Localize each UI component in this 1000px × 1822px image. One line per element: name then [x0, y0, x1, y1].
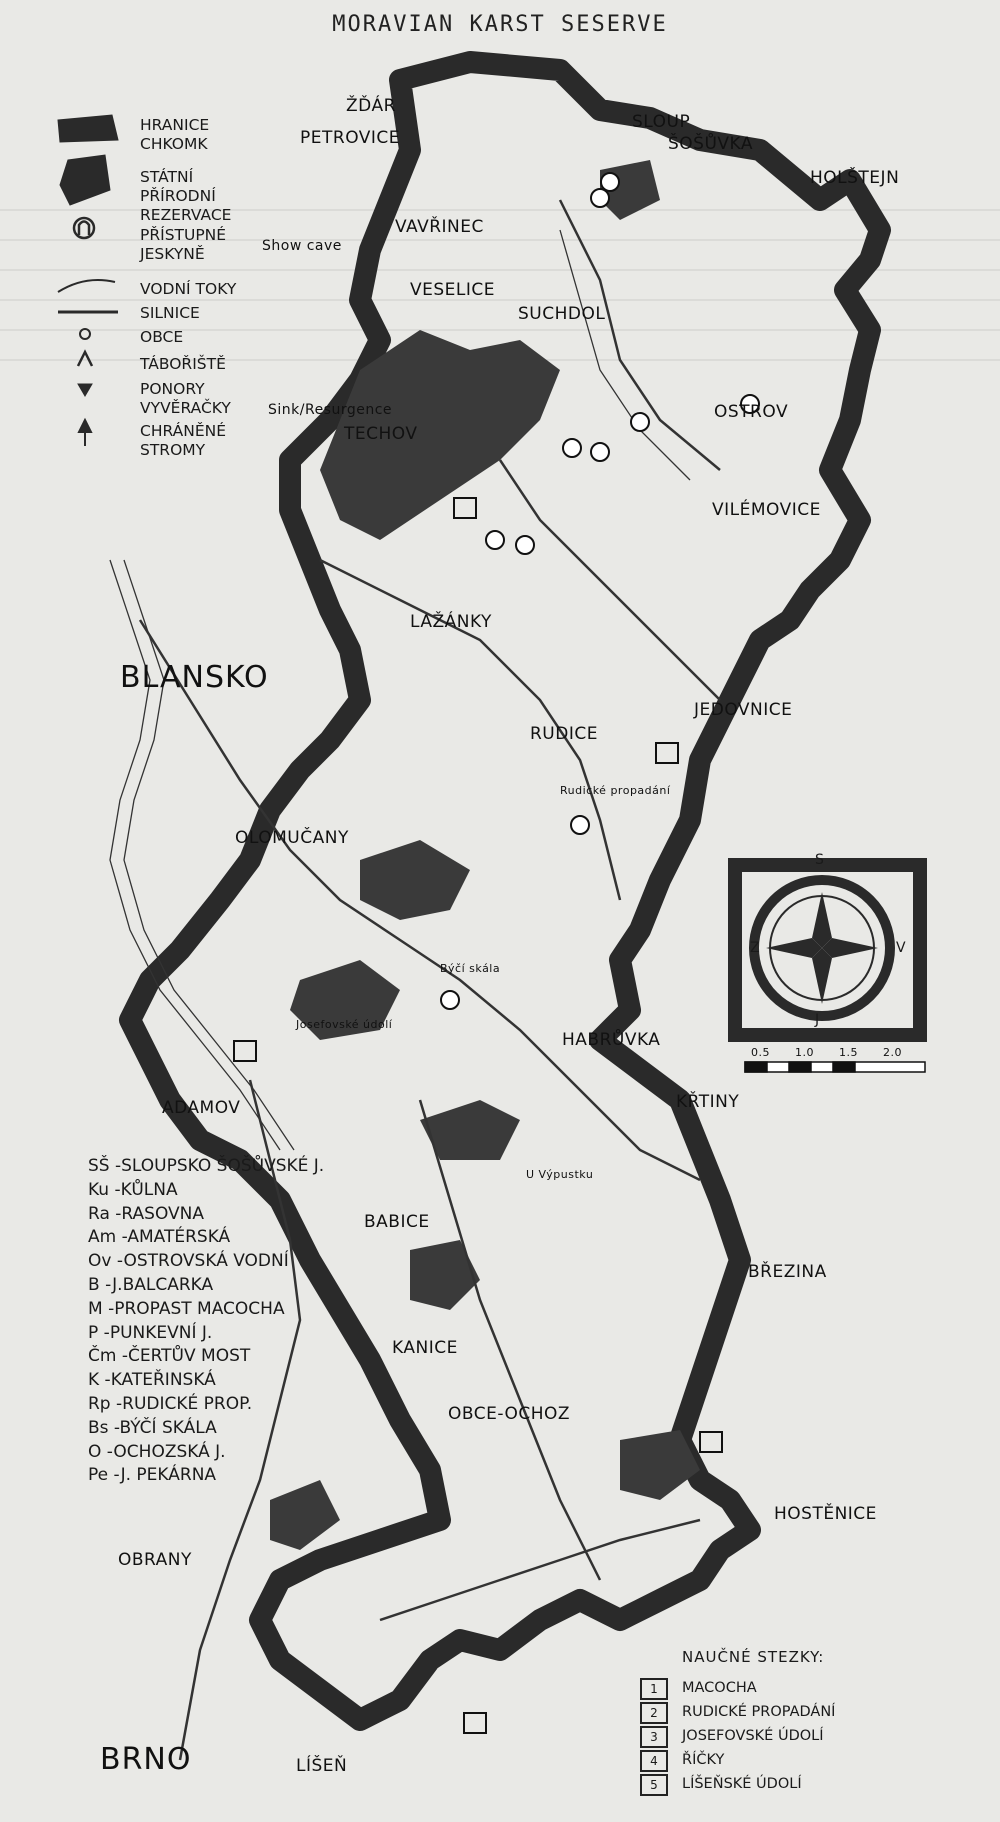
scale-bar: [745, 1062, 925, 1072]
place-zdar: ŽĎÁR: [346, 96, 396, 116]
trail-number: 3: [640, 1726, 668, 1748]
cave-item: O -OCHOZSKÁ J.: [88, 1441, 226, 1462]
cave-item: SŠ -SLOUPSKO ŠOŠŮVSKÉ J.: [88, 1156, 325, 1176]
place-habruvka: HABRŮVKA: [562, 1030, 661, 1050]
place-krtiny: KŘTINY: [676, 1092, 740, 1112]
trails-heading: NAUČNÉ STEZKY:: [682, 1648, 825, 1666]
place-rudicke-propadani: Rudické propadání: [560, 784, 671, 797]
scale-tick-3: 1.5: [839, 1046, 858, 1059]
legend-villages: OBCE: [140, 328, 184, 346]
legend-roads: SILNICE: [140, 304, 200, 322]
sink-annotation: Sink/Resurgence: [268, 402, 393, 418]
place-adamov: ADAMOV: [162, 1098, 241, 1118]
legend-rivers: VODNÍ TOKY: [140, 280, 237, 298]
scale-tick-2: 1.0: [795, 1046, 814, 1059]
compass-east: V: [896, 940, 906, 956]
sink-icon: [78, 384, 92, 396]
legend-caves: PŘÍSTUPNÉ JESKYNĚ: [140, 226, 227, 263]
compass-south: J: [815, 1012, 820, 1028]
compass-rose: [735, 865, 920, 1035]
place-brno: BRNO: [100, 1742, 192, 1777]
legend-trees: CHRÁNĚNÉ STROMY: [140, 422, 226, 459]
place-holstejn: HOLŠTEJN: [810, 168, 900, 188]
river-icon: [58, 280, 115, 292]
cave-item: Rp -RUDICKÉ PROP.: [88, 1393, 253, 1414]
compass-north: S: [815, 852, 824, 868]
tree-icon: [79, 420, 91, 446]
cave-item: Am -AMATÉRSKÁ: [88, 1227, 231, 1248]
legend-reserve: STÁTNÍ PŘÍRODNÍ REZERVACE: [140, 168, 232, 224]
place-rudice: RUDICE: [530, 724, 598, 744]
camp-icon: [78, 352, 92, 366]
place-vilemovice: VILÉMOVICE: [712, 500, 821, 520]
cave-item: Ov -OSTROVSKÁ VODNÍ: [88, 1251, 289, 1272]
map-title: MORAVIAN KARST SESERVE: [332, 12, 668, 37]
trail-number: 5: [640, 1774, 668, 1796]
place-obrany: OBRANY: [118, 1550, 192, 1570]
trail-number: 1: [640, 1678, 668, 1700]
place-josefovske: Josefovské údolí: [296, 1018, 393, 1031]
place-kanice: KANICE: [392, 1338, 458, 1358]
village-icon: [80, 329, 90, 339]
show-cave-annotation: Show cave: [262, 238, 342, 254]
place-hostenice: HOSTĚNICE: [774, 1504, 877, 1524]
cave-item: B -J.BALCARKA: [88, 1274, 214, 1295]
place-sloup: SLOUP: [632, 112, 691, 132]
place-vavrinec: VAVŘINEC: [395, 217, 484, 237]
place-lazanky: LAŽÁNKY: [410, 612, 492, 632]
trail-item: 2 RUDICKÉ PROPADÁNÍ: [640, 1700, 835, 1724]
cave-item: Pe -J. PEKÁRNA: [88, 1465, 217, 1486]
compass-west: Z: [750, 940, 760, 956]
cave-item: Ku -KŮLNA: [88, 1179, 178, 1200]
place-babice: BABICE: [364, 1212, 430, 1232]
place-byci-skala: Býčí skála: [440, 962, 501, 975]
cave-item: K -KATEŘINSKÁ: [88, 1370, 216, 1391]
trail-number: 2: [640, 1702, 668, 1724]
trail-item: 4 ŘÍČKY: [640, 1748, 835, 1772]
cave-item: Ra -RASOVNA: [88, 1203, 205, 1224]
place-ostrov: OSTROV: [714, 402, 789, 422]
place-sosuvka: ŠOŠŮVKA: [668, 134, 754, 154]
trail-number: 4: [640, 1750, 668, 1772]
cave-abbreviation-list: [88, 1155, 324, 1488]
border-band-icon: [58, 115, 118, 142]
place-techov: TECHOV: [344, 424, 418, 444]
place-obce-ochoz: OBCE-OCHOZ: [448, 1404, 571, 1424]
cave-item: Bs -BÝČÍ SKÁLA: [88, 1417, 217, 1438]
place-olomucany: OLOMUČANY: [235, 828, 349, 848]
place-jedovnice: JEDOVNICE: [694, 700, 793, 720]
trail-item: 5 LÍŠEŇSKÉ ÚDOLÍ: [640, 1772, 835, 1796]
legend-sinks: PONORY VYVĚRAČKY: [140, 380, 231, 417]
place-suchdol: SUCHDOL: [518, 304, 606, 324]
trail-item: 1 MACOCHA: [640, 1676, 835, 1700]
trails-legend: [640, 1648, 835, 1796]
place-lisen: LÍŠEŇ: [296, 1756, 348, 1776]
cave-icon: [74, 218, 94, 238]
legend-camps: TÁBOŘIŠTĚ: [140, 355, 226, 373]
place-blansko: BLANSKO: [120, 660, 269, 695]
place-brezina: BŘEZINA: [748, 1262, 827, 1282]
cave-item: M -PROPAST MACOCHA: [88, 1298, 285, 1319]
scale-tick-1: 0.5: [751, 1046, 770, 1059]
scale-tick-4: 2.0: [883, 1046, 902, 1059]
legend-boundary: HRANICE CHKOMK: [140, 116, 210, 153]
cave-item: P -PUNKEVNÍ J.: [88, 1322, 213, 1343]
place-veselice: VESELICE: [410, 280, 495, 300]
place-u-vypustku: U Výpustku: [526, 1168, 594, 1181]
cave-item: Čm -ČERTŮV MOST: [88, 1346, 251, 1367]
place-petrovice: PETROVICE: [300, 128, 401, 148]
reserve-area-icon: [60, 155, 110, 205]
trail-item: 3 JOSEFOVSKÉ ÚDOLÍ: [640, 1724, 835, 1748]
legend-symbols: [58, 115, 118, 446]
